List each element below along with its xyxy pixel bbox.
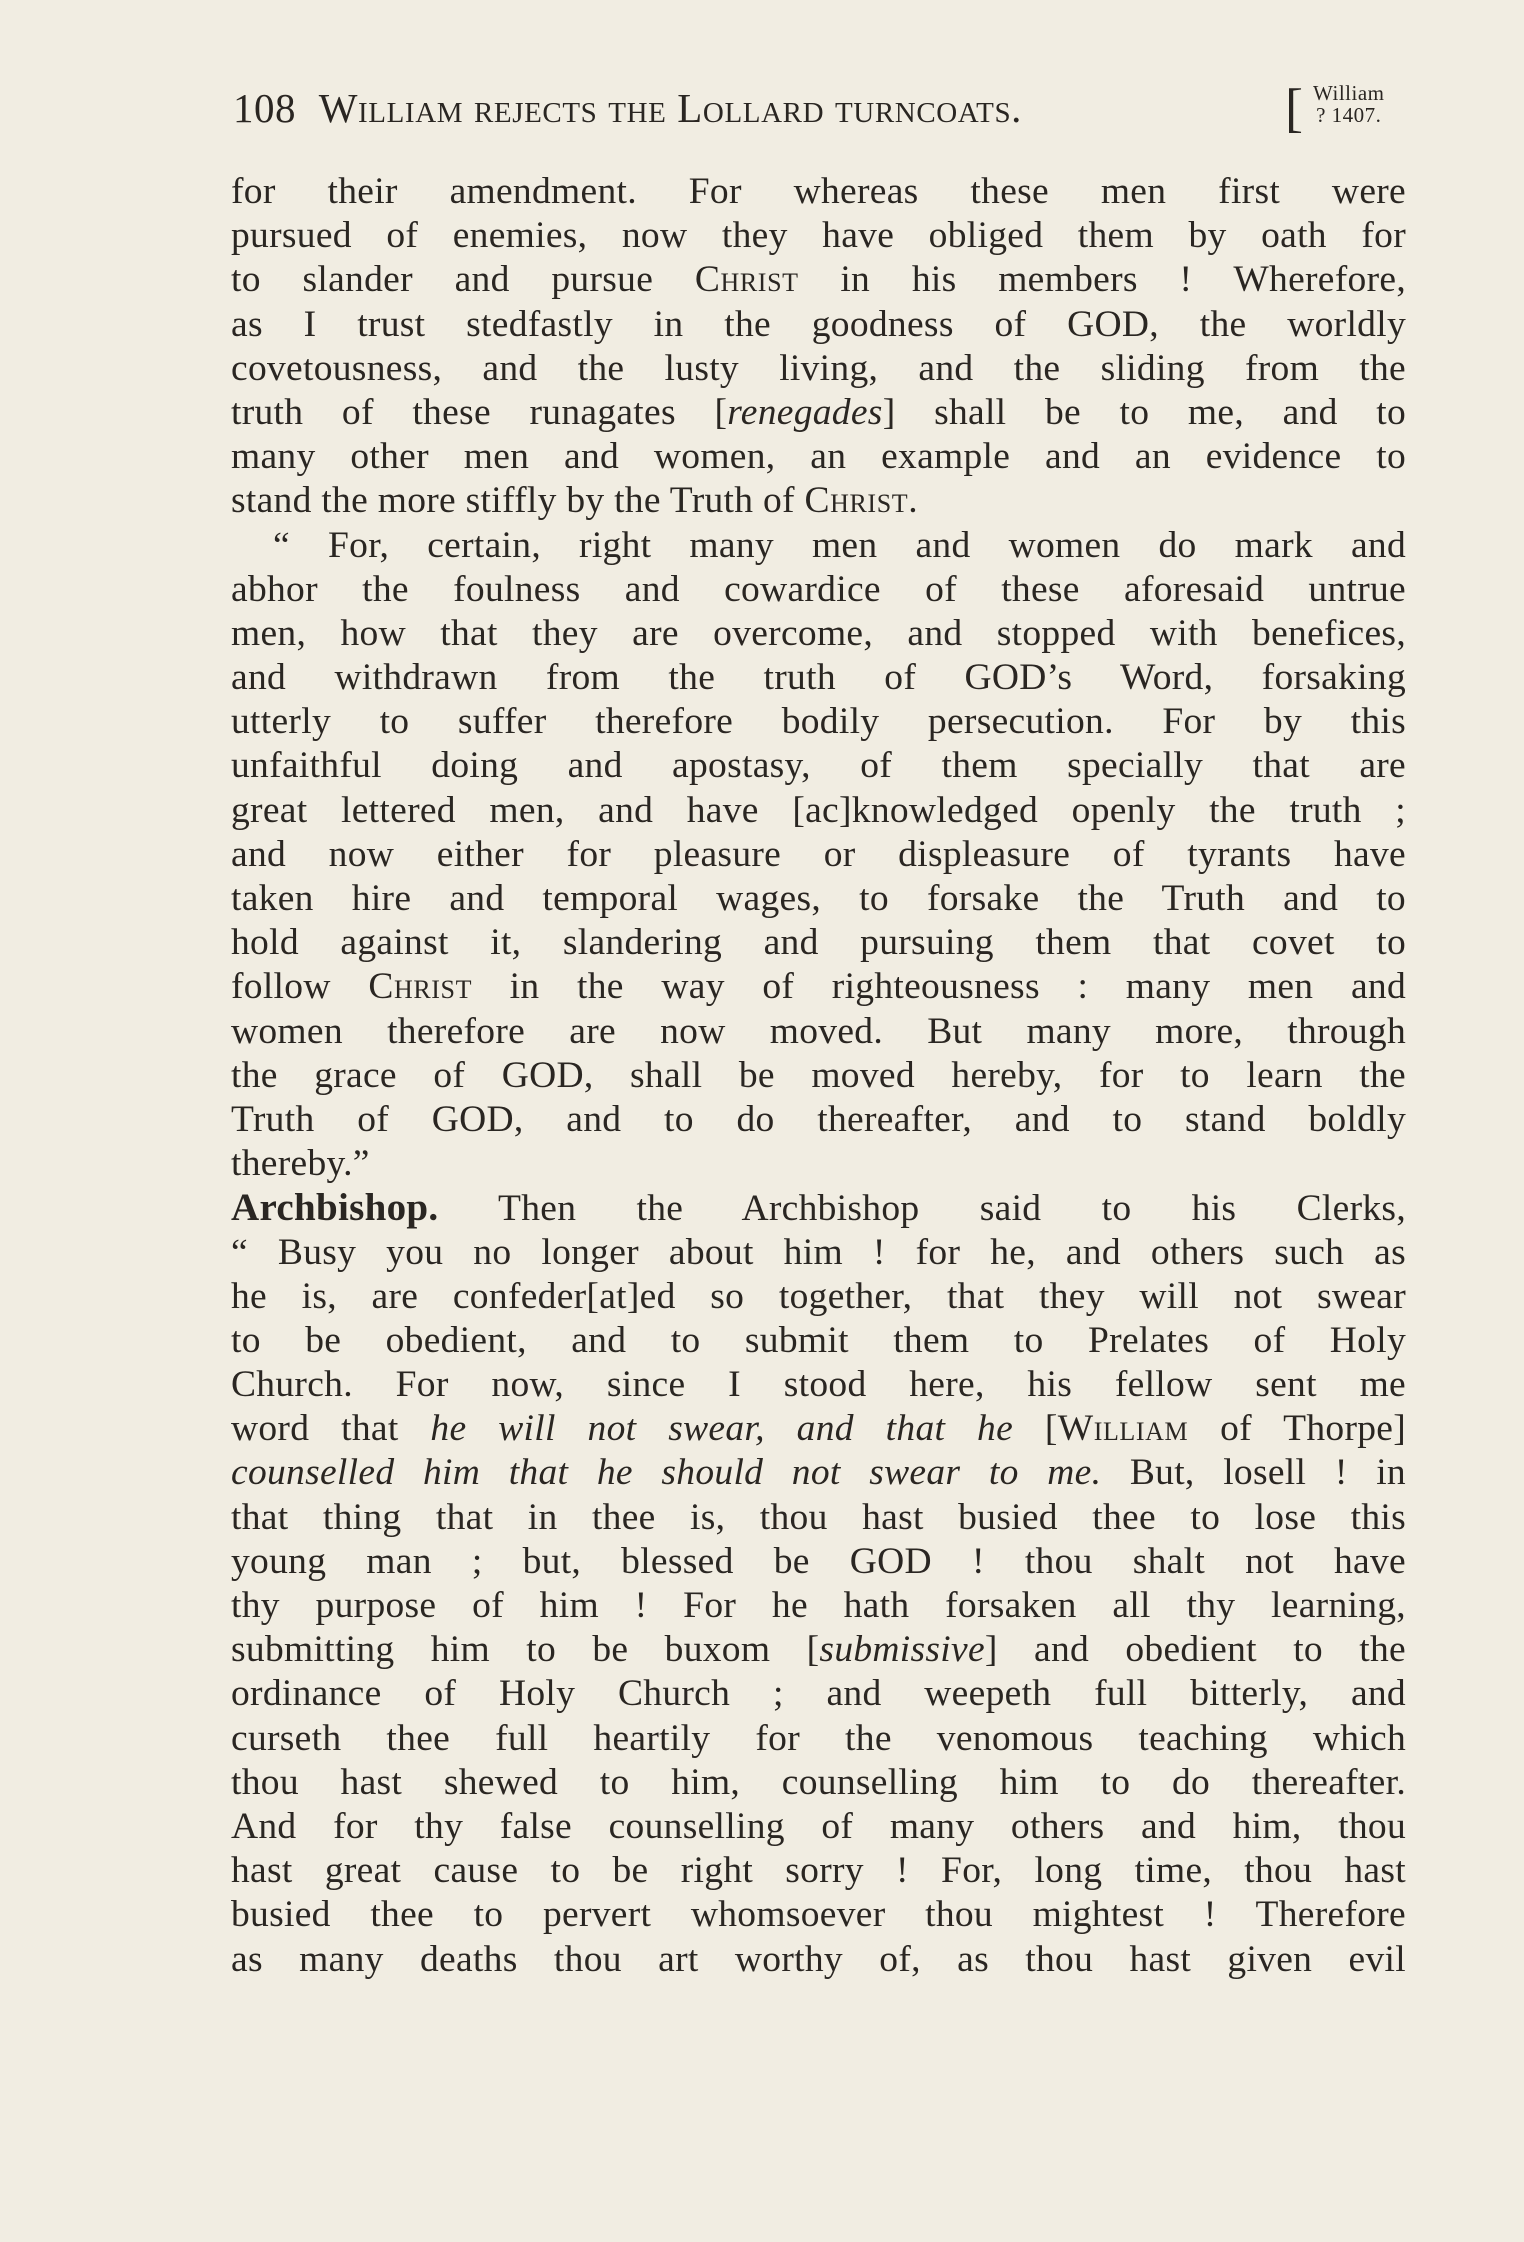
text-line bbox=[231, 214, 1406, 258]
text-run: “ Busy you no longer about him ! for he, and others such as bbox=[231, 1231, 1406, 1273]
text-line bbox=[231, 347, 1406, 391]
text-run: follow bbox=[231, 966, 369, 1008]
text-run: And for thy false counselling of many others and him, thou bbox=[231, 1805, 1406, 1847]
text-run: curseth thee full heartily for the venomous teaching which bbox=[231, 1717, 1406, 1759]
text-run: and now either for pleasure or displeasure of tyrants have bbox=[231, 833, 1406, 875]
text-run: Then the Archbishop said to his Clerks, bbox=[438, 1188, 1406, 1230]
text-line bbox=[231, 1938, 1406, 1982]
body-text bbox=[231, 170, 1406, 1982]
text-line bbox=[231, 700, 1406, 744]
text-run: he is, are confeder[at]ed so together, that they will not swear bbox=[231, 1275, 1406, 1317]
text-run: ] shall be to me, and to bbox=[882, 391, 1406, 433]
margin-date-note bbox=[1313, 82, 1384, 126]
small-caps-run: Christ bbox=[694, 259, 799, 301]
text-line bbox=[231, 921, 1406, 965]
text-run: stand the more stiffly by the Truth of bbox=[231, 480, 805, 522]
text-line bbox=[231, 1363, 1406, 1407]
text-run: as I trust stedfastly in the goodness of GOD, the worldly bbox=[231, 303, 1406, 345]
text-line bbox=[231, 1893, 1406, 1937]
text-run: of Thorpe] bbox=[1188, 1408, 1407, 1450]
speaker-label: Archbishop. bbox=[231, 1186, 439, 1230]
text-run: submitting him to be buxom [ bbox=[231, 1629, 820, 1671]
text-run: busied thee to pervert whomsoever thou mightest ! Therefore bbox=[231, 1894, 1406, 1936]
running-title: William rejects the Lollard turncoats. bbox=[318, 85, 1023, 131]
text-line bbox=[231, 1142, 1406, 1186]
text-line bbox=[231, 524, 1406, 568]
text-run: many other men and women, an example and an evidence to bbox=[231, 436, 1406, 478]
text-run: as many deaths thou art worthy of, as thou hast given evil bbox=[231, 1938, 1406, 1980]
text-run: the grace of GOD, shall be moved hereby, for to learn the bbox=[231, 1054, 1406, 1096]
text-line bbox=[231, 170, 1406, 214]
text-line bbox=[231, 258, 1406, 302]
sidenote-bracket: [ bbox=[1285, 78, 1304, 138]
text-run: in the way of righteousness : many men and bbox=[472, 966, 1406, 1008]
text-run: pursued of enemies, now they have obliged them by oath for bbox=[231, 215, 1406, 257]
text-line bbox=[231, 1054, 1406, 1098]
text-run: that thing that in thee is, thou hast busied thee to lose this bbox=[231, 1496, 1406, 1538]
text-run: thou hast shewed to him, counselling him to do thereafter. bbox=[231, 1761, 1406, 1803]
text-run: ] and obedient to the bbox=[984, 1629, 1406, 1671]
text-run: young man ; but, blessed be GOD ! thou shalt not have bbox=[231, 1540, 1406, 1582]
text-line bbox=[231, 1805, 1406, 1849]
text-run: word that bbox=[231, 1408, 431, 1450]
text-run: taken hire and temporal wages, to forsake the Truth and to bbox=[231, 878, 1406, 919]
text-run: to be obedient, and to submit them to Prelates of Holy bbox=[231, 1319, 1406, 1361]
small-caps-run: William bbox=[1057, 1408, 1189, 1450]
text-run: utterly to suffer therefore bodily persecution. For by this bbox=[231, 701, 1406, 743]
text-run: women therefore are now moved. But many more, through bbox=[231, 1010, 1406, 1052]
text-run: truth of these runagates [ bbox=[231, 391, 728, 433]
text-run: Church. For now, since I stood here, his fellow sent me bbox=[231, 1364, 1406, 1406]
text-run: abhor the foulness and cowardice of these aforesaid untrue bbox=[231, 568, 1406, 610]
text-line bbox=[231, 1451, 1406, 1495]
text-run: to slander and pursue bbox=[231, 259, 695, 301]
text-run: But, losell ! in bbox=[1101, 1452, 1406, 1494]
text-run: “ For, certain, right many men and women do mark and bbox=[273, 524, 1406, 566]
text-line bbox=[231, 1761, 1406, 1805]
text-line bbox=[231, 1496, 1406, 1540]
text-line bbox=[231, 1010, 1406, 1054]
text-run: hold against it, slandering and pursuing them that covet to bbox=[231, 922, 1406, 964]
text-run: thy purpose of him ! For he hath forsaken all thy learning, bbox=[231, 1585, 1406, 1626]
text-line bbox=[231, 1275, 1406, 1319]
text-run: great lettered men, and have [ac]knowledged openly the truth ; bbox=[231, 789, 1406, 831]
small-caps-run: Christ bbox=[368, 966, 473, 1008]
text-run: . bbox=[908, 480, 918, 522]
italic-run: he will not swear, and that he bbox=[430, 1408, 1014, 1450]
italic-run: counselled him that he should not swear to me. bbox=[231, 1452, 1102, 1494]
sidenote-date: ? 1407. bbox=[1316, 103, 1382, 127]
text-line bbox=[231, 1849, 1406, 1893]
page-number: 108 bbox=[233, 85, 296, 131]
text-run: hast great cause to be right sorry ! For, long time, thou hast bbox=[231, 1850, 1406, 1892]
text-line bbox=[231, 1319, 1406, 1363]
text-line bbox=[231, 965, 1406, 1009]
text-run: Truth of GOD, and to do thereafter, and to stand boldly bbox=[231, 1098, 1406, 1140]
small-caps-run: Christ bbox=[804, 480, 909, 522]
text-line bbox=[231, 1717, 1406, 1761]
text-run: thereby.” bbox=[231, 1143, 370, 1185]
text-line bbox=[231, 1186, 1406, 1230]
text-run: for their amendment. For whereas these men first were bbox=[231, 171, 1406, 212]
text-line bbox=[231, 391, 1406, 435]
italic-run: renegades bbox=[727, 391, 883, 433]
text-line bbox=[231, 1407, 1406, 1451]
text-line bbox=[231, 568, 1406, 612]
text-run: and withdrawn from the truth of GOD’s Word, forsaking bbox=[231, 657, 1406, 699]
text-line bbox=[231, 656, 1406, 700]
text-line bbox=[231, 744, 1406, 788]
text-line bbox=[231, 435, 1406, 479]
text-line bbox=[231, 1672, 1406, 1716]
text-run: ordinance of Holy Church ; and weepeth full bitterly, and bbox=[231, 1673, 1406, 1715]
text-line bbox=[231, 1098, 1406, 1142]
running-header bbox=[233, 78, 1413, 138]
italic-run: submissive bbox=[819, 1629, 985, 1671]
text-line bbox=[231, 1540, 1406, 1584]
text-line bbox=[231, 1584, 1406, 1628]
text-line bbox=[231, 612, 1406, 656]
text-run: [ bbox=[1013, 1408, 1058, 1450]
text-line bbox=[231, 789, 1406, 833]
text-line bbox=[231, 877, 1406, 921]
text-run: covetousness, and the lusty living, and the sliding from the bbox=[231, 347, 1406, 389]
text-run: in his members ! Wherefore, bbox=[798, 259, 1406, 301]
text-line bbox=[231, 833, 1406, 877]
text-line bbox=[231, 1628, 1406, 1672]
text-run: men, how that they are overcome, and stopped with benefices, bbox=[231, 612, 1406, 654]
text-line bbox=[231, 1231, 1406, 1275]
text-line bbox=[231, 479, 1406, 523]
sidenote-name: William bbox=[1313, 81, 1385, 105]
text-run: unfaithful doing and apostasy, of them specially that are bbox=[231, 745, 1406, 787]
text-line bbox=[231, 303, 1406, 347]
